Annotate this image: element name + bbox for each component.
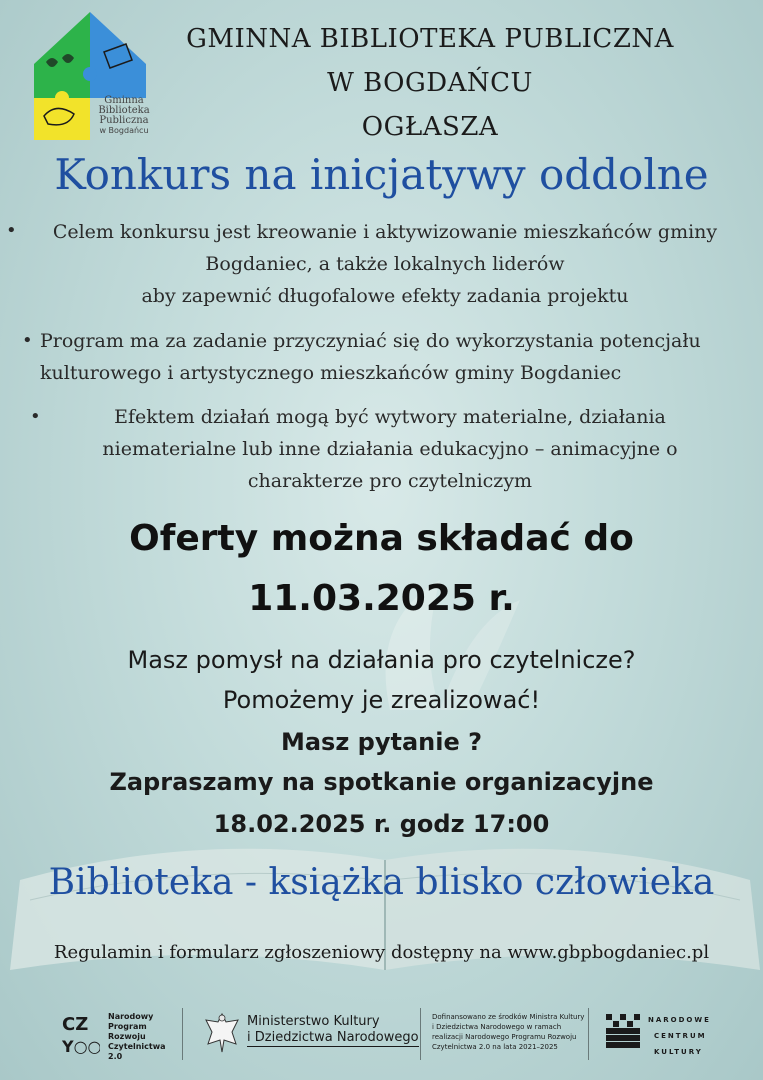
npr-logo: [62, 1012, 100, 1056]
funding-line-3: realizacji Narodowego Programu Rozwoju: [432, 1033, 577, 1041]
invite-meeting-date: 18.02.2025 r. godz 17:00: [213, 810, 550, 838]
bullet-dot-1: •: [6, 220, 17, 241]
npr-text: [108, 1012, 166, 1062]
bullet-item-3: [40, 401, 740, 497]
npr-line-1: Narodowy: [108, 1012, 154, 1021]
ministry-line-1: Ministerstwo Kultury: [247, 1014, 380, 1029]
bullet-dot-2: •: [22, 330, 33, 351]
nck-line-1: NARODOWE: [648, 1016, 711, 1024]
eagle-emblem: [202, 1010, 242, 1056]
footer-divider-1: [182, 1008, 183, 1060]
deadline-date: 11.03.2025 r.: [248, 578, 515, 619]
invite-line-2: Pomożemy je zrealizować!: [222, 686, 541, 714]
funding-line-1: Dofinansowano ze środków Ministra Kultury: [432, 1013, 585, 1021]
nck-logo: [606, 1014, 640, 1050]
bullet-1-line-2: Bogdaniec, a także lokalnych liderów: [205, 253, 565, 275]
logo-text-2: Biblioteka: [98, 105, 150, 116]
invite-meeting: Zapraszamy na spotkanie organizacyjne: [109, 768, 654, 796]
rules-text: Regulamin i formularz zgłoszeniowy dostępny na www.gbpbogdaniec.pl: [53, 942, 710, 963]
invite-line-1: Masz pomysł na działania pro czytelnicze?: [127, 646, 636, 674]
funding-line-2: i Dziedzictwa Narodowego w ramach: [432, 1023, 562, 1031]
bullet-1-line-1: Celem konkursu jest kreowanie i aktywizowanie mieszkańców gminy: [52, 221, 718, 243]
deadline-line-1: Oferty można składać do: [129, 518, 634, 559]
nck-line-3: KULTURY: [654, 1048, 703, 1056]
bullet-2-line-2: kulturowego i artystycznego mieszkańców gminy Bogdaniec: [40, 362, 622, 384]
npr-line-3: Rozwoju: [108, 1032, 146, 1041]
logo-text-3: Publiczna: [99, 115, 149, 126]
npr-line-4: Czytelnictwa: [108, 1042, 166, 1051]
nck-text: [648, 1012, 711, 1060]
library-logo: [28, 12, 152, 142]
logo-text-1: Gminna: [104, 95, 144, 106]
npr-line-5: 2.0: [108, 1052, 123, 1061]
npr-logo-icon: [62, 1012, 100, 1056]
slogan: Biblioteka - książka blisko człowieka: [48, 862, 715, 903]
logo-subtext: w Bogdańcu: [99, 126, 149, 135]
bullet-item-1: [20, 216, 750, 312]
bullet-3-line-2: niematerialne lub inne działania edukacyjno – animacyjne o: [102, 438, 678, 460]
nck-line-2: CENTRUM: [654, 1032, 707, 1040]
svg-text:Y○○: Y○○: [62, 1037, 100, 1056]
footer-divider-3: [588, 1008, 589, 1060]
bullet-item-2: [40, 325, 760, 389]
page-title: Konkurs na inicjatywy oddolne: [54, 150, 709, 199]
ministry-line-2: i Dziedzictwa Narodowego: [247, 1030, 419, 1045]
bullet-3-line-1: Efektem działań mogą być wytwory materialne, działania: [114, 406, 666, 428]
npr-line-2: Program: [108, 1022, 147, 1031]
bullet-3-line-3: charakterze pro czytelniczym: [247, 470, 533, 492]
footer-divider-2: [420, 1008, 421, 1060]
invite-question: Masz pytanie ?: [280, 728, 483, 756]
nck-grid-icon: [606, 1014, 640, 1050]
header-line-2: W BOGDAŃCU: [327, 68, 533, 98]
svg-text:CZ: CZ: [62, 1014, 89, 1035]
funding-line-4: Czytelnictwa 2.0 na lata 2021–2025: [432, 1043, 558, 1051]
bullet-1-line-3: aby zapewnić długofalowe efekty zadania projektu: [141, 285, 629, 307]
bullet-2-line-1: Program ma za zadanie przyczyniać się do wykorzystania potencjału: [40, 330, 701, 352]
header-line-1: GMINNA BIBLIOTEKA PUBLICZNA: [186, 24, 674, 54]
ministry-text: [247, 1014, 419, 1047]
funding-text: [432, 1012, 584, 1052]
eagle-icon: [202, 1010, 242, 1056]
bullet-dot-3: •: [30, 406, 41, 427]
header-line-3: OGŁASZA: [361, 112, 499, 142]
